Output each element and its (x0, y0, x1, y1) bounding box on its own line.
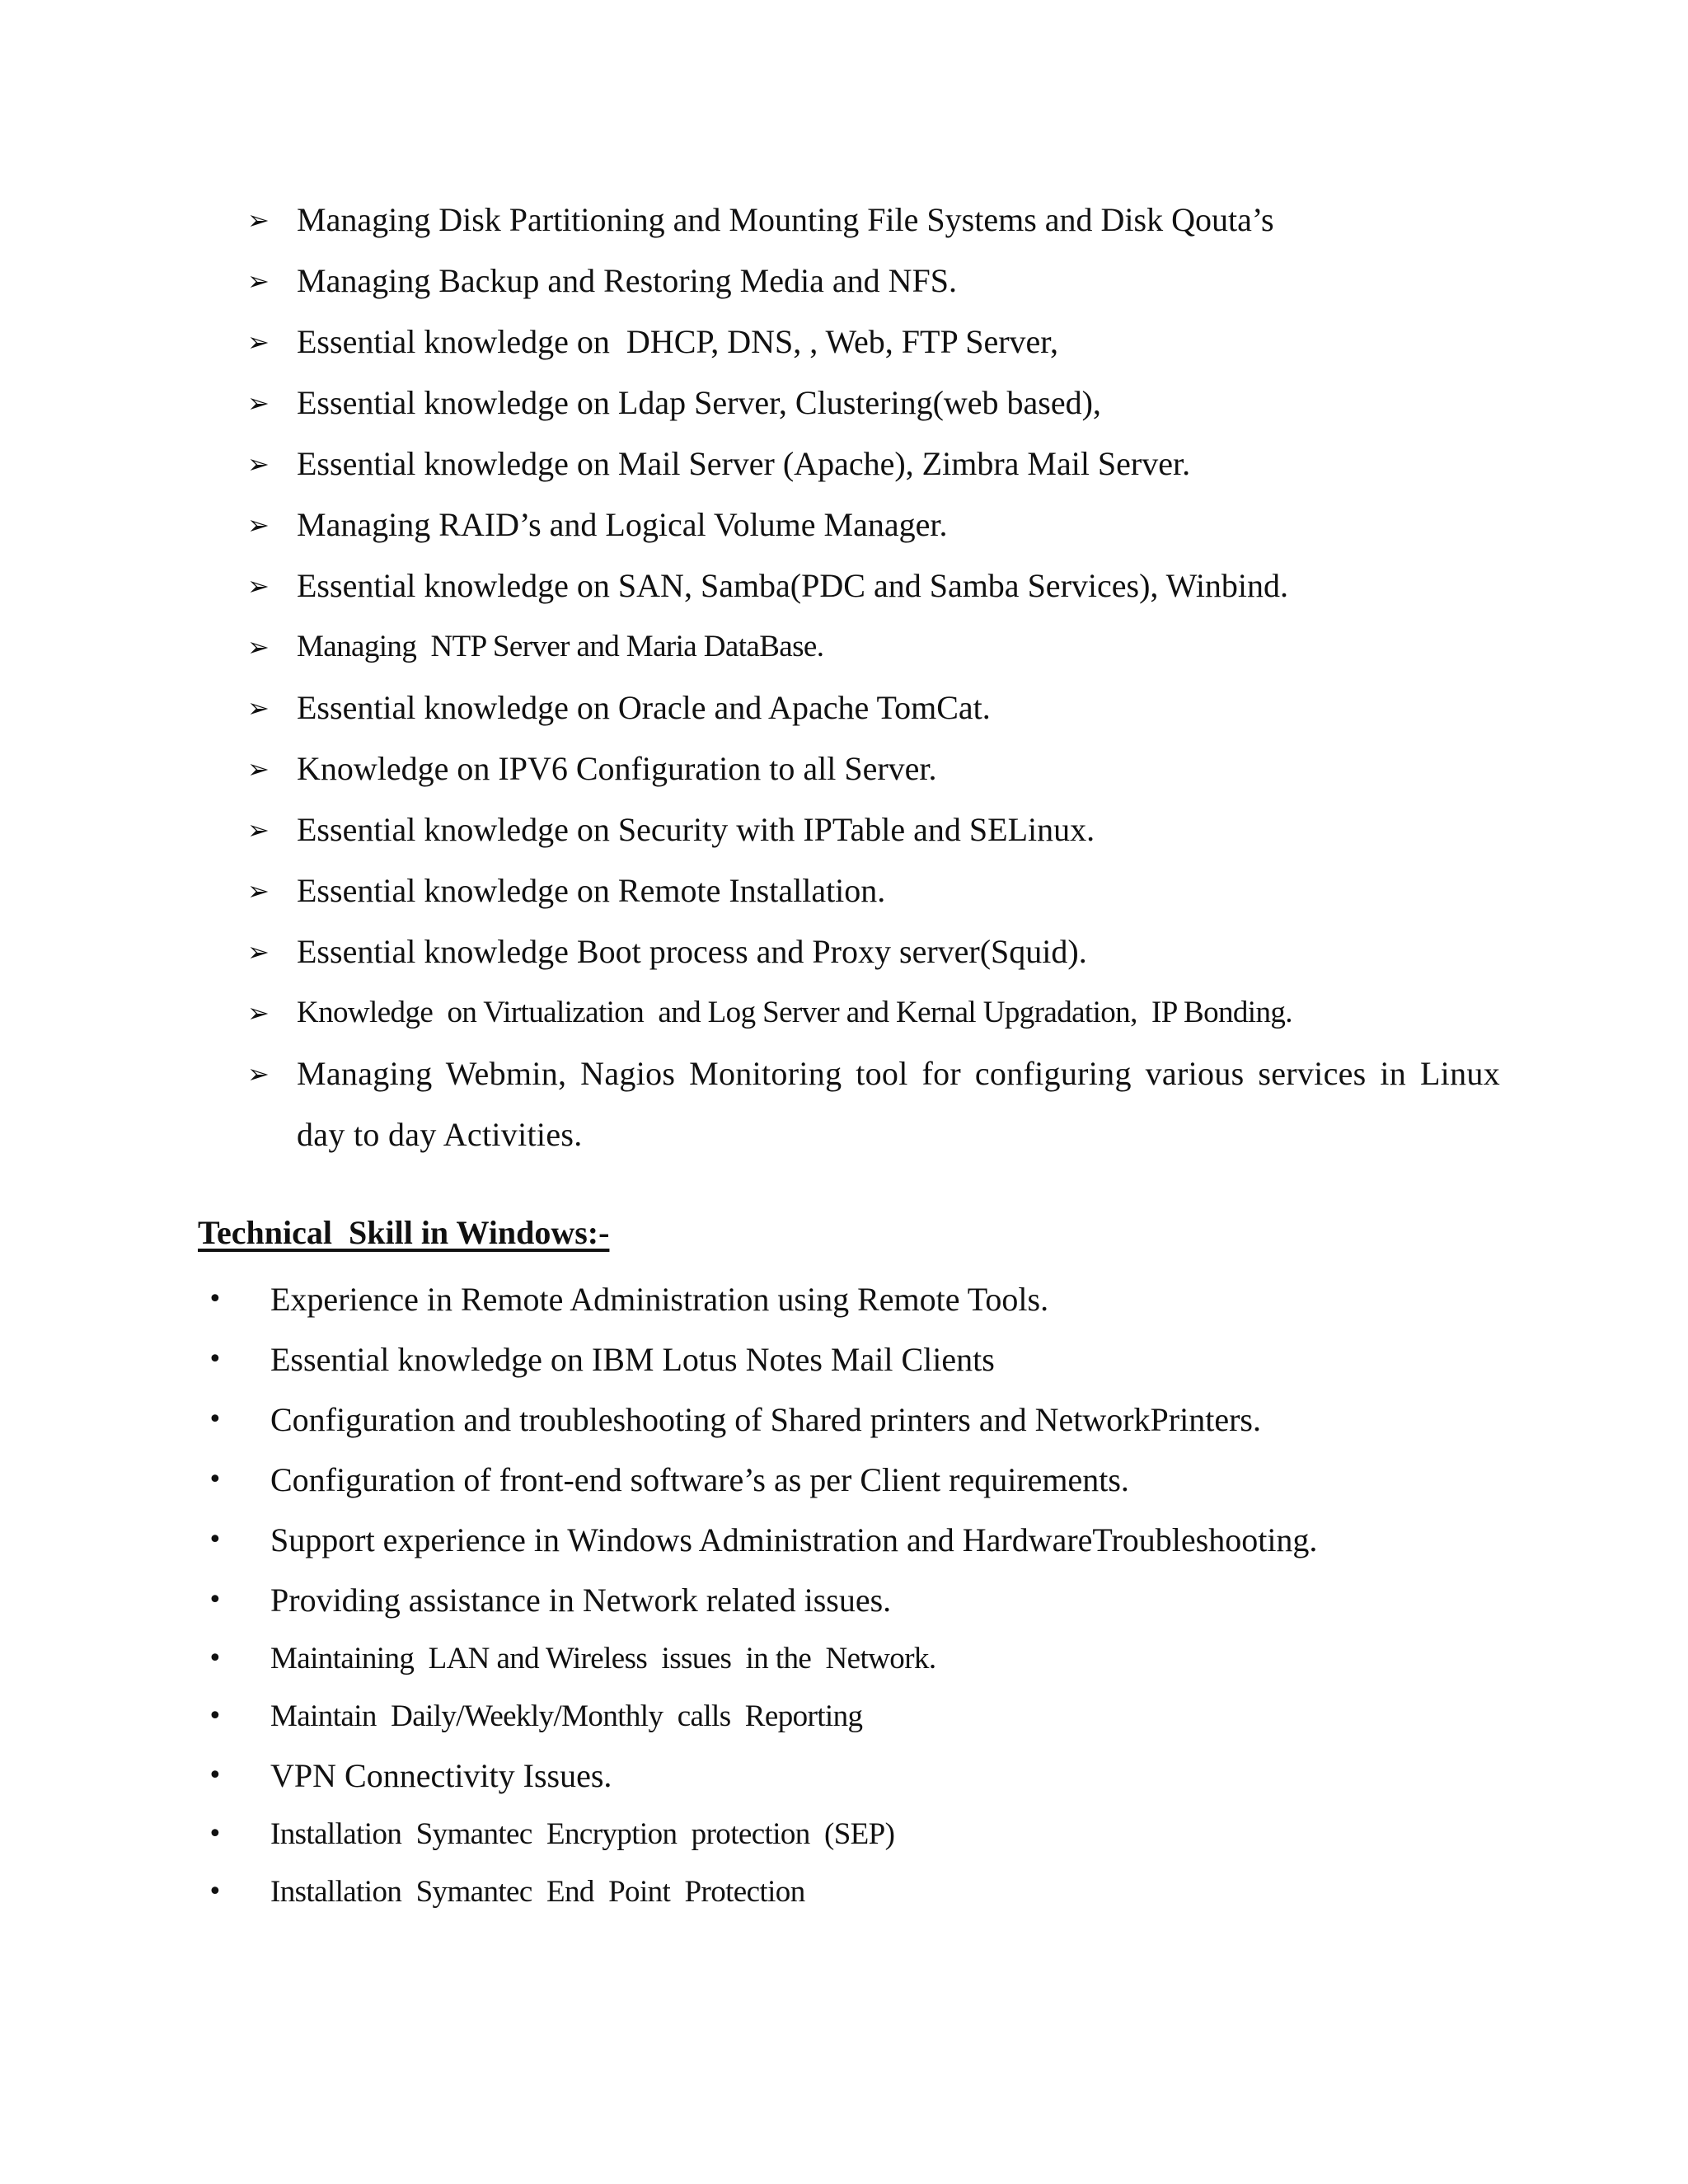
list-item-text: Essential knowledge on Remote Installation. (297, 872, 886, 909)
bullet-dot-icon: • (208, 1820, 223, 1849)
list-item-text: Maintaining LAN and Wireless issues in the Network. (270, 1642, 936, 1675)
arrow-bullet-icon: ➢ (247, 326, 270, 358)
list-item (247, 494, 1500, 555)
list-item-text: Essential knowledge Boot process and Proxy server(Squid). (297, 933, 1087, 970)
arrow-bullet-icon: ➢ (247, 753, 270, 785)
bullet-dot-icon: • (208, 1702, 223, 1731)
list-item-text: Essential knowledge on DHCP, DNS, , Web, FTP Server, (297, 323, 1059, 360)
arrow-bullet-icon: ➢ (247, 875, 270, 907)
list-item-text: Managing NTP Server and Maria DataBase. (297, 630, 824, 663)
list-item-text: Knowledge on IPV6 Configuration to all Server. (297, 750, 937, 787)
list-item-text: Essential knowledge on Mail Server (Apache), Zimbra Mail Server. (297, 445, 1191, 482)
list-item-text: Experience in Remote Administration using Remote Tools. (270, 1281, 1049, 1318)
bullet-dot-icon: • (208, 1345, 223, 1374)
list-item-text: Providing assistance in Network related issues. (270, 1582, 892, 1619)
list-item (247, 373, 1500, 434)
bullet-dot-icon: • (208, 1285, 223, 1314)
arrow-bullet-icon: ➢ (247, 997, 270, 1029)
bullet-dot-icon: • (208, 1465, 223, 1494)
list-item-text: Essential knowledge on Security with IPTable and SELinux. (297, 811, 1095, 848)
arrow-bullet-icon: ➢ (247, 509, 270, 541)
list-item (208, 1746, 1526, 1806)
arrow-bullet-icon: ➢ (247, 448, 270, 480)
arrow-bullet-icon: ➢ (247, 631, 270, 663)
list-item (247, 799, 1500, 860)
list-item (247, 860, 1500, 921)
list-item-text: Managing Disk Partitioning and Mounting File Systems and Disk Qouta’s (297, 201, 1274, 238)
list-item-text: Managing Webmin, Nagios Monitoring tool for configuring various services in Linux day to day Activities. (297, 1055, 1500, 1153)
list-item-text: Managing RAID’s and Logical Volume Manager. (297, 506, 948, 543)
section-heading-windows: Technical Skill in Windows:- (198, 1214, 610, 1251)
list-item-text: Essential knowledge on Oracle and Apache TomCat. (297, 689, 991, 726)
list-item-text: Installation Symantec Encryption protection (SEP) (270, 1817, 895, 1851)
list-item-text: Configuration and troubleshooting of Shared printers and NetworkPrinters. (270, 1401, 1261, 1438)
list-item (247, 251, 1500, 312)
list-item-text: Support experience in Windows Administration and HardwareTroubleshooting. (270, 1521, 1318, 1558)
list-item (208, 1390, 1526, 1450)
list-item (247, 190, 1500, 251)
bullet-dot-icon: • (208, 1526, 223, 1554)
arrow-bullet-icon: ➢ (247, 692, 270, 724)
list-item-text: Essential knowledge on SAN, Samba(PDC and Samba Services), Winbind. (297, 567, 1289, 604)
list-item-text: Maintain Daily/Weekly/Monthly calls Reporting (270, 1699, 863, 1733)
arrow-bullet-icon: ➢ (247, 936, 270, 968)
linux-skills-list (247, 190, 1500, 1165)
windows-skills-list (208, 1269, 1526, 1921)
arrow-bullet-icon: ➢ (247, 265, 270, 297)
list-item-text: Configuration of front-end software’s as per Client requirements. (270, 1461, 1129, 1498)
arrow-bullet-icon: ➢ (247, 814, 270, 846)
list-item (208, 1863, 1526, 1921)
arrow-bullet-icon: ➢ (247, 570, 270, 602)
list-item (247, 921, 1500, 982)
list-item (208, 1329, 1526, 1390)
list-item-text: Installation Symantec End Point Protection (270, 1875, 805, 1909)
list-item-text: Managing Backup and Restoring Media and NFS. (297, 262, 957, 299)
list-item (208, 1450, 1526, 1510)
arrow-bullet-icon: ➢ (247, 204, 270, 236)
list-item (247, 434, 1500, 494)
bullet-dot-icon: • (208, 1586, 223, 1615)
bullet-dot-icon: • (208, 1877, 223, 1906)
list-item (247, 738, 1500, 799)
list-item-text: VPN Connectivity Issues. (270, 1757, 612, 1794)
list-item (247, 982, 1500, 1043)
list-item (208, 1510, 1526, 1570)
list-item (208, 1269, 1526, 1329)
bullet-dot-icon: • (208, 1761, 223, 1790)
list-item-text: Essential knowledge on Ldap Server, Clustering(web based), (297, 384, 1101, 421)
list-item (208, 1570, 1526, 1630)
bullet-dot-icon: • (208, 1644, 223, 1673)
list-item (247, 555, 1500, 616)
list-item (247, 677, 1500, 738)
arrow-bullet-icon: ➢ (247, 387, 270, 419)
list-item (208, 1630, 1526, 1688)
list-item (208, 1806, 1526, 1863)
list-item (247, 1043, 1500, 1165)
bullet-dot-icon: • (208, 1405, 223, 1434)
list-item (247, 616, 1500, 677)
list-item (247, 312, 1500, 373)
list-item (208, 1688, 1526, 1746)
list-item-text: Essential knowledge on IBM Lotus Notes Mail Clients (270, 1341, 995, 1378)
arrow-bullet-icon: ➢ (247, 1058, 270, 1090)
list-item-text: Knowledge on Virtualization and Log Server and Kernal Upgradation, IP Bonding. (297, 996, 1292, 1029)
